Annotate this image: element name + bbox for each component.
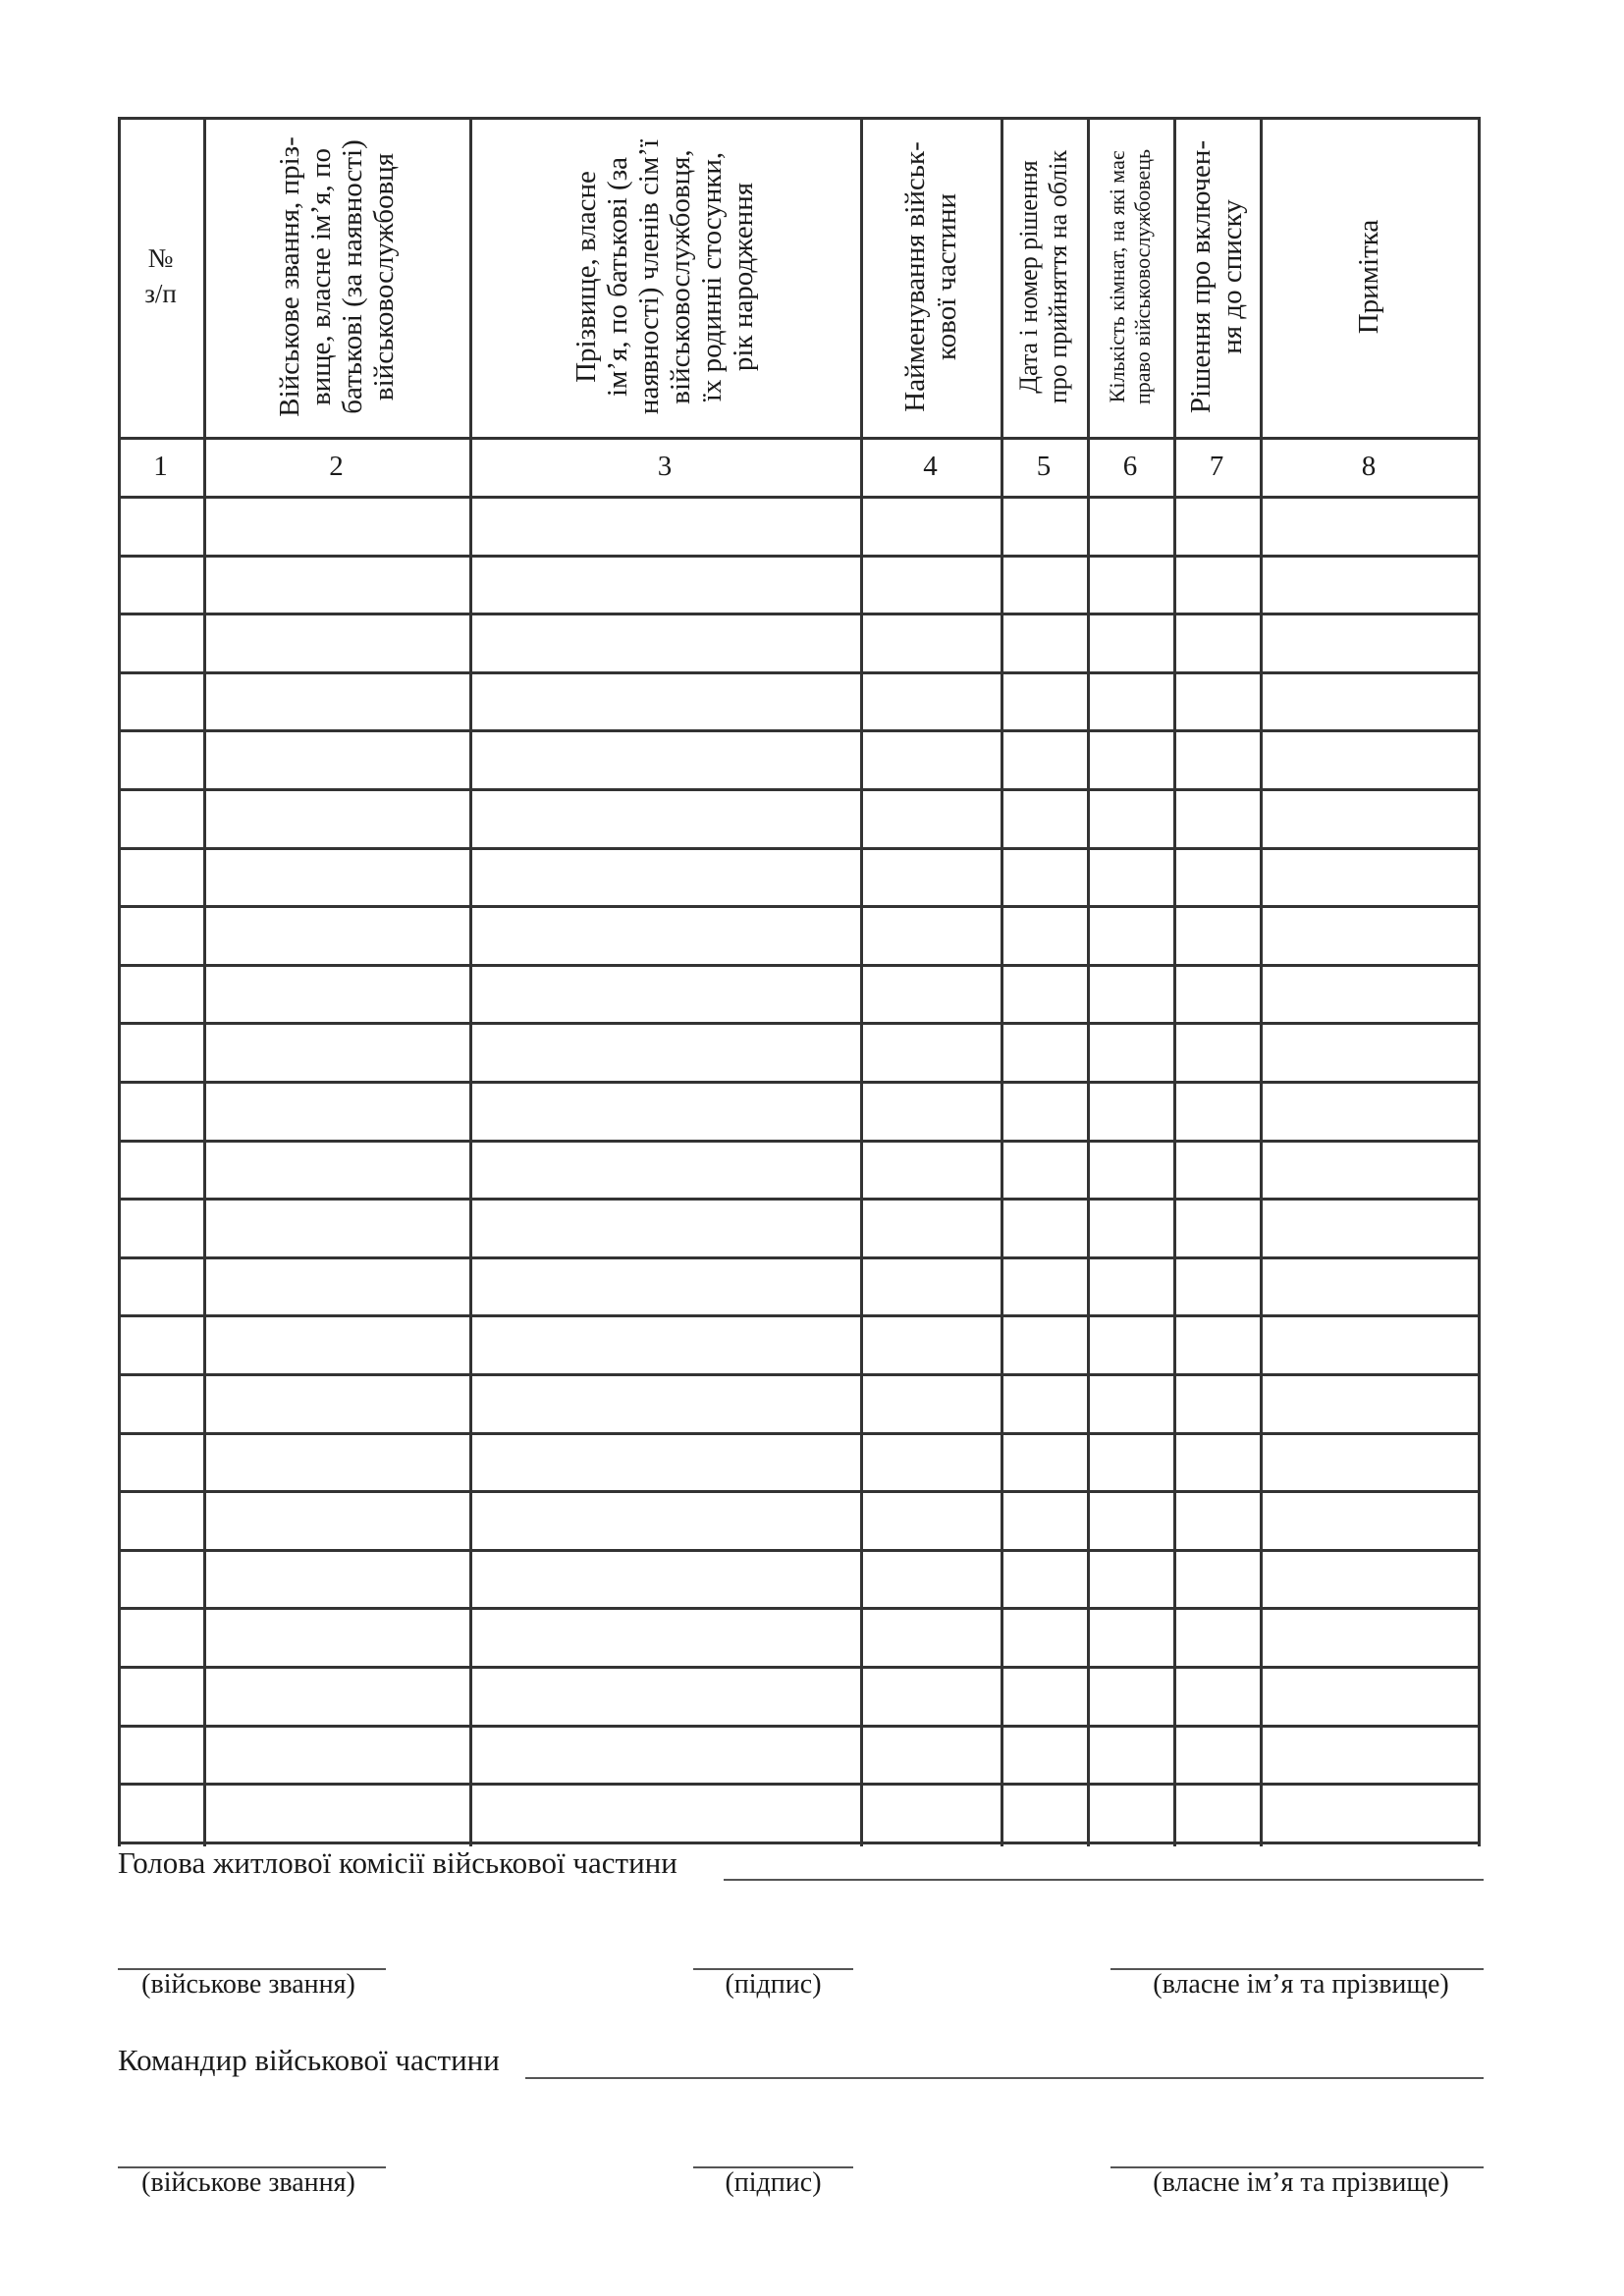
table-cell[interactable] <box>1003 1025 1087 1081</box>
column-header-5 <box>1001 117 1087 437</box>
table-cell[interactable] <box>1003 1143 1087 1199</box>
table-cell[interactable] <box>1003 1493 1087 1549</box>
table-cell[interactable] <box>863 1552 1001 1608</box>
table-cell[interactable] <box>1263 674 1478 730</box>
table-cell[interactable] <box>121 558 203 614</box>
table-cell[interactable] <box>472 1610 860 1666</box>
table-cell[interactable] <box>121 615 203 671</box>
name-caption-1: (власне ім’я та прізвище) <box>1153 1969 1449 2000</box>
table-cell[interactable] <box>1090 791 1173 847</box>
table-cell[interactable] <box>1003 499 1087 555</box>
table-cell[interactable] <box>121 908 203 964</box>
table-cell[interactable] <box>206 1259 469 1315</box>
table-cell[interactable] <box>206 499 469 555</box>
table-cell[interactable] <box>1263 1435 1478 1491</box>
table-cell[interactable] <box>863 908 1001 964</box>
table-cell[interactable] <box>206 558 469 614</box>
table-cell[interactable] <box>1263 1317 1478 1373</box>
column-header-1 <box>118 117 203 437</box>
header-line: Кількість кімнат, на які має <box>1105 150 1129 403</box>
table-cell[interactable] <box>1263 499 1478 555</box>
table-cell[interactable] <box>121 967 203 1023</box>
table-cell[interactable] <box>1263 1376 1478 1432</box>
table-cell[interactable] <box>1003 1552 1087 1608</box>
table-cell[interactable] <box>1090 1201 1173 1256</box>
table-cell[interactable] <box>1003 732 1087 788</box>
table-cell[interactable] <box>863 732 1001 788</box>
table-cell[interactable] <box>1263 908 1478 964</box>
table-cell[interactable] <box>206 1201 469 1256</box>
table-cell[interactable] <box>206 1025 469 1081</box>
table-cell[interactable] <box>1176 1376 1260 1432</box>
table-cell[interactable] <box>1090 1376 1173 1432</box>
table-cell[interactable] <box>1090 967 1173 1023</box>
header-line: право військовослужбовець <box>1130 148 1155 405</box>
table-cell[interactable] <box>1263 615 1478 671</box>
table-cell[interactable] <box>1176 1493 1260 1549</box>
table-cell[interactable] <box>1090 1552 1173 1608</box>
table-cell[interactable] <box>121 1728 203 1784</box>
header-line: військовослужбовця <box>367 152 400 401</box>
table-cell[interactable] <box>863 1025 1001 1081</box>
name-caption-2: (власне ім’я та прізвище) <box>1153 2167 1449 2198</box>
column-header-text <box>1185 124 1248 430</box>
header-line: батькові (за наявності) <box>336 139 368 414</box>
table-cell[interactable] <box>472 1201 860 1256</box>
table-cell[interactable] <box>472 1493 860 1549</box>
table-cell[interactable] <box>1263 967 1478 1023</box>
header-line: ім’я, по батькові (за <box>602 156 633 398</box>
table-cell[interactable] <box>863 1728 1001 1784</box>
header-line: Військове звання, пріз- <box>273 136 305 417</box>
table-cell[interactable] <box>1176 558 1260 614</box>
table-cell[interactable] <box>206 1317 469 1373</box>
table-cell[interactable] <box>863 967 1001 1023</box>
table-cell[interactable] <box>472 1143 860 1199</box>
table-cell[interactable] <box>1090 1084 1173 1140</box>
table-cell[interactable] <box>472 791 860 847</box>
table-cell[interactable] <box>206 615 469 671</box>
column-number: 8 <box>1361 451 1377 482</box>
table-cell[interactable] <box>206 1435 469 1491</box>
column-header-text <box>1014 124 1073 430</box>
table-cell[interactable] <box>1176 1552 1260 1608</box>
table-cell[interactable] <box>472 1376 860 1432</box>
table-cell[interactable] <box>863 1317 1001 1373</box>
table-cell[interactable] <box>1090 732 1173 788</box>
table-cell[interactable] <box>472 1259 860 1315</box>
table-cell[interactable] <box>472 674 860 730</box>
column-number: 7 <box>1209 451 1224 482</box>
column-number: 2 <box>329 451 344 482</box>
header-line: рік народження <box>728 182 759 372</box>
table-cell[interactable] <box>121 1259 203 1315</box>
table-cell[interactable] <box>1176 850 1260 906</box>
table-cell[interactable] <box>1176 1669 1260 1725</box>
table-cell[interactable] <box>472 1669 860 1725</box>
table-cell[interactable] <box>1003 1376 1087 1432</box>
table-cell[interactable] <box>1090 615 1173 671</box>
table-cell[interactable] <box>863 1084 1001 1140</box>
table-cell[interactable] <box>863 1259 1001 1315</box>
table-cell[interactable] <box>1263 1552 1478 1608</box>
table-cell[interactable] <box>1176 908 1260 964</box>
column-header-text <box>1105 124 1156 430</box>
table-cell[interactable] <box>472 732 860 788</box>
table-cell[interactable] <box>206 1376 469 1432</box>
table-cell[interactable] <box>1176 1728 1260 1784</box>
table-cell[interactable] <box>121 1201 203 1256</box>
table-cell[interactable] <box>1176 1610 1260 1666</box>
column-number: 1 <box>153 451 168 482</box>
table-cell[interactable] <box>1090 1669 1173 1725</box>
table-cell[interactable] <box>1003 1610 1087 1666</box>
table-cell[interactable] <box>472 615 860 671</box>
table-cell[interactable] <box>1003 1786 1087 1842</box>
table-cell[interactable] <box>1176 615 1260 671</box>
table-cell[interactable] <box>1176 1435 1260 1491</box>
table-cell[interactable] <box>1176 1259 1260 1315</box>
table-cell[interactable] <box>121 1493 203 1549</box>
table-cell[interactable] <box>1003 1084 1087 1140</box>
column-header-7 <box>1173 117 1260 437</box>
table-cell[interactable] <box>206 1552 469 1608</box>
table-cell[interactable] <box>1090 1435 1173 1491</box>
header-line: Найменування військ- <box>898 141 931 412</box>
table-cell[interactable] <box>121 1143 203 1199</box>
housing-commission-head-line[interactable] <box>724 1879 1484 1881</box>
table-cell[interactable] <box>1090 908 1173 964</box>
table-cell[interactable] <box>1090 674 1173 730</box>
column-header-4 <box>860 117 1001 437</box>
column-number: 4 <box>923 451 938 482</box>
table-cell[interactable] <box>1263 732 1478 788</box>
table-cell[interactable] <box>1263 1084 1478 1140</box>
table-cell[interactable] <box>121 1376 203 1432</box>
table-cell[interactable] <box>1263 791 1478 847</box>
table-cell[interactable] <box>1003 1728 1087 1784</box>
column-number: 6 <box>1122 451 1138 482</box>
table-cell[interactable] <box>1090 1610 1173 1666</box>
rank-caption-2: (військове звання) <box>141 2167 355 2198</box>
table-column-divider <box>1478 117 1481 1846</box>
column-header-text <box>118 240 203 311</box>
table-cell[interactable] <box>206 908 469 964</box>
header-line: Дата і номер рішення <box>1014 160 1043 394</box>
header-line: кової частини <box>930 193 962 360</box>
table-cell[interactable] <box>863 1493 1001 1549</box>
table-cell[interactable] <box>1090 850 1173 906</box>
table-cell[interactable] <box>206 1786 469 1842</box>
table-cell[interactable] <box>472 1552 860 1608</box>
table-cell[interactable] <box>1176 1025 1260 1081</box>
table-cell[interactable] <box>121 1786 203 1842</box>
header-line: наявності) членів сім’ї <box>633 138 665 415</box>
column-header-text <box>570 124 759 430</box>
table-cell[interactable] <box>1176 674 1260 730</box>
table-cell[interactable] <box>1090 1317 1173 1373</box>
table-cell[interactable] <box>472 499 860 555</box>
header-line: з/п <box>144 279 177 308</box>
column-number: 3 <box>657 451 673 482</box>
column-header-text <box>899 124 962 430</box>
table-cell[interactable] <box>472 558 860 614</box>
column-header-text <box>274 124 400 430</box>
table-cell[interactable] <box>1003 791 1087 847</box>
table-cell[interactable] <box>1263 1143 1478 1199</box>
column-number: 5 <box>1036 451 1052 482</box>
unit-commander-label: Командир військової частини <box>118 2043 500 2077</box>
table-cell[interactable] <box>472 1435 860 1491</box>
table-cell[interactable] <box>1003 558 1087 614</box>
table-cell[interactable] <box>1003 1669 1087 1725</box>
table-cell[interactable] <box>1176 1317 1260 1373</box>
table-cell[interactable] <box>472 850 860 906</box>
table-cell[interactable] <box>1003 967 1087 1023</box>
header-line: Примітка <box>1353 219 1384 335</box>
header-line: Прізвище, власне <box>570 171 602 383</box>
table-cell[interactable] <box>1176 967 1260 1023</box>
table-cell[interactable] <box>1003 1435 1087 1491</box>
table-cell[interactable] <box>206 1610 469 1666</box>
table-cell[interactable] <box>206 1728 469 1784</box>
column-header-6 <box>1087 117 1173 437</box>
table-cell[interactable] <box>1263 1259 1478 1315</box>
table-cell[interactable] <box>1003 1201 1087 1256</box>
table-cell[interactable] <box>1263 1493 1478 1549</box>
table-cell[interactable] <box>1090 1728 1173 1784</box>
table-cell[interactable] <box>1176 1143 1260 1199</box>
header-line: № <box>147 243 174 273</box>
table-cell[interactable] <box>121 1435 203 1491</box>
table-cell[interactable] <box>121 1669 203 1725</box>
table-cell[interactable] <box>121 1025 203 1081</box>
table-cell[interactable] <box>1003 615 1087 671</box>
table-cell[interactable] <box>1263 1025 1478 1081</box>
table-cell[interactable] <box>121 850 203 906</box>
table-cell[interactable] <box>863 1435 1001 1491</box>
column-header-text <box>1353 124 1384 430</box>
header-line: військовослужбовця, <box>665 149 696 404</box>
housing-commission-head-label: Голова житлової комісії військової частини <box>118 1845 677 1880</box>
table-cell[interactable] <box>863 558 1001 614</box>
table-cell[interactable] <box>1176 1084 1260 1140</box>
table-cell[interactable] <box>206 1143 469 1199</box>
table-cell[interactable] <box>121 732 203 788</box>
table-cell[interactable] <box>1090 558 1173 614</box>
column-header-3 <box>469 117 860 437</box>
table-cell[interactable] <box>206 850 469 906</box>
table-cell[interactable] <box>206 1669 469 1725</box>
table-cell[interactable] <box>1263 1786 1478 1842</box>
table-row-divider <box>118 1842 1481 1844</box>
table-cell[interactable] <box>206 674 469 730</box>
table-cell[interactable] <box>1176 1786 1260 1842</box>
table-cell[interactable] <box>863 1143 1001 1199</box>
table-cell[interactable] <box>472 1728 860 1784</box>
table-cell[interactable] <box>1176 732 1260 788</box>
table-cell[interactable] <box>863 615 1001 671</box>
table-cell[interactable] <box>1003 850 1087 906</box>
table-cell[interactable] <box>863 850 1001 906</box>
signature-caption-1: (підпис) <box>725 1969 822 2000</box>
table-cell[interactable] <box>863 499 1001 555</box>
table-cell[interactable] <box>206 791 469 847</box>
header-line: вище, власне ім’я, по <box>304 148 337 406</box>
table-cell[interactable] <box>121 1317 203 1373</box>
table-cell[interactable] <box>121 1084 203 1140</box>
table-cell[interactable] <box>1176 791 1260 847</box>
column-header-2 <box>203 117 469 437</box>
table-cell[interactable] <box>863 1376 1001 1432</box>
table-cell[interactable] <box>1263 1610 1478 1666</box>
table-cell[interactable] <box>1263 1201 1478 1256</box>
table-cell[interactable] <box>1090 1493 1173 1549</box>
header-line: про прийняття на облік <box>1044 149 1072 404</box>
unit-commander-line[interactable] <box>525 2077 1484 2079</box>
table-cell[interactable] <box>1003 1317 1087 1373</box>
table-cell[interactable] <box>1263 850 1478 906</box>
column-header-8 <box>1260 117 1478 437</box>
table-cell[interactable] <box>206 1493 469 1549</box>
table-cell[interactable] <box>472 1084 860 1140</box>
table-cell[interactable] <box>1090 1025 1173 1081</box>
table-cell[interactable] <box>1003 1259 1087 1315</box>
table-cell[interactable] <box>863 1201 1001 1256</box>
table-cell[interactable] <box>863 1786 1001 1842</box>
table-cell[interactable] <box>121 1552 203 1608</box>
table-cell[interactable] <box>863 674 1001 730</box>
table-cell[interactable] <box>1263 558 1478 614</box>
table-cell[interactable] <box>472 1786 860 1842</box>
header-line: Рішення про включен- <box>1185 139 1217 414</box>
table-cell[interactable] <box>472 1025 860 1081</box>
table-cell[interactable] <box>1090 1786 1173 1842</box>
table-cell[interactable] <box>121 499 203 555</box>
table-cell[interactable] <box>1003 674 1087 730</box>
table-cell[interactable] <box>472 908 860 964</box>
table-cell[interactable] <box>1090 499 1173 555</box>
table-cell[interactable] <box>1263 1669 1478 1725</box>
table-cell[interactable] <box>472 967 860 1023</box>
table-cell[interactable] <box>863 1669 1001 1725</box>
table-cell[interactable] <box>1176 1201 1260 1256</box>
signature-caption-2: (підпис) <box>725 2167 822 2198</box>
table-cell[interactable] <box>1090 1143 1173 1199</box>
table-cell[interactable] <box>472 1317 860 1373</box>
table-cell[interactable] <box>1263 1728 1478 1784</box>
rank-caption-1: (військове звання) <box>141 1969 355 2000</box>
header-line: ня до списку <box>1217 199 1248 354</box>
table-cell[interactable] <box>863 791 1001 847</box>
table-cell[interactable] <box>863 1610 1001 1666</box>
table-cell[interactable] <box>121 1610 203 1666</box>
table-cell[interactable] <box>1090 1259 1173 1315</box>
table-cell[interactable] <box>1176 499 1260 555</box>
table-cell[interactable] <box>206 732 469 788</box>
table-cell[interactable] <box>206 967 469 1023</box>
header-line: їх родинні стосунки, <box>696 151 728 402</box>
housing-register-table <box>118 117 1481 1846</box>
table-cell[interactable] <box>206 1084 469 1140</box>
table-cell[interactable] <box>121 674 203 730</box>
table-cell[interactable] <box>121 791 203 847</box>
table-cell[interactable] <box>1003 908 1087 964</box>
